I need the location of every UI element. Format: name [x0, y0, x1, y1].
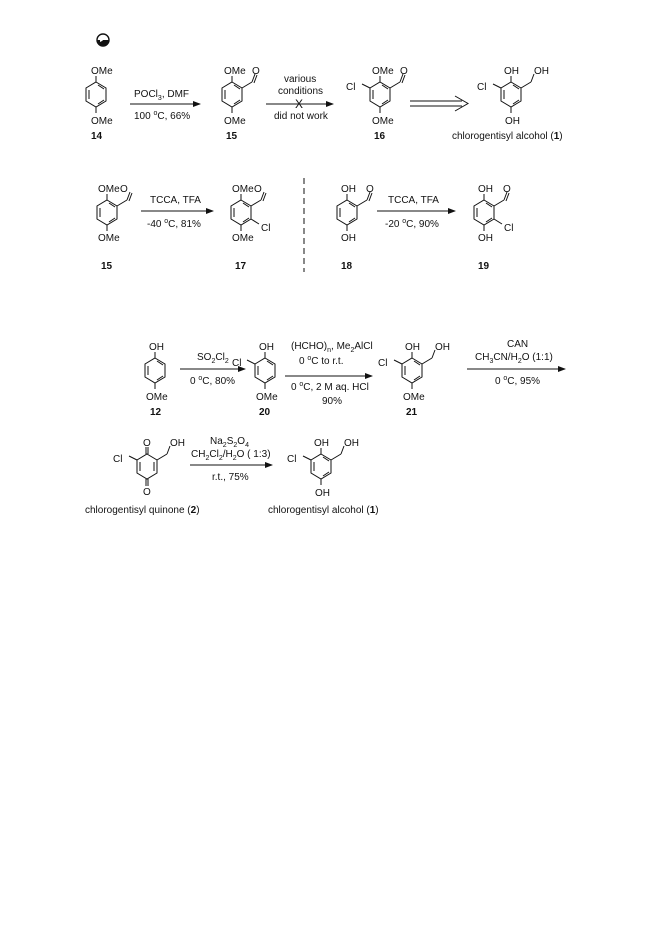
- ome-bottom-15b: OMe: [98, 233, 120, 244]
- ome-12: OMe: [146, 392, 168, 403]
- oh-side-1: OH: [534, 66, 549, 77]
- oh-side-21: OH: [435, 342, 450, 353]
- compound-20: [232, 342, 278, 418]
- compound-label-1: chlorogentisyl alcohol (1): [452, 131, 563, 142]
- o-top-2: O: [143, 438, 151, 449]
- reaction-arrow-hydroxymethylation: [285, 341, 373, 407]
- ome-bottom-17: OMe: [232, 233, 254, 244]
- compound-1-bottom: [268, 438, 379, 516]
- oh-bottom-19: OH: [478, 233, 493, 244]
- compound-14: [86, 66, 113, 142]
- compound-label-15b: 15: [101, 261, 113, 272]
- compound-2-quinone: [85, 438, 200, 516]
- solvent-ch2cl2-h2o: $CH_2Cl_2/H_2O$ ( 1:3): [191, 449, 271, 462]
- condition-2m-hcl: 0 $^o$C, 2 M aq. HCl: [291, 381, 369, 393]
- condition-minus20c: -20 $^o$C, 90%: [385, 218, 439, 230]
- reagent-tcca-2: TCCA, TFA: [388, 195, 439, 206]
- multi-step-arrow: [410, 96, 468, 111]
- cl-20: Cl: [232, 358, 242, 369]
- reaction-arrow-tcca-20: [377, 195, 455, 230]
- compound-label-20: 20: [259, 407, 271, 418]
- cl-2: Cl: [113, 454, 123, 465]
- aldehyde-o-15b: O: [120, 184, 128, 195]
- reagent-na2s2o4: $Na_2S_2O_4$: [210, 436, 249, 449]
- condition-0c-to-rt: 0 $^o$C to r.t.: [299, 355, 344, 367]
- reagent-tcca-1: TCCA, TFA: [150, 195, 201, 206]
- oh-top-21: OH: [405, 342, 420, 353]
- ome-top-17: OMe: [232, 184, 254, 195]
- aldehyde-o-16: O: [400, 66, 408, 77]
- ome-top-15b: OMe: [98, 184, 120, 195]
- condition-rt-75: r.t., 75%: [212, 472, 249, 483]
- reagent-hcho: $(HCHO)_n$, $Me_2AlCl$: [291, 341, 373, 354]
- reaction-arrow-pocl3: [130, 89, 200, 122]
- reaction-arrow-can: [467, 339, 565, 387]
- oh-top-1: OH: [504, 66, 519, 77]
- compound-label-19: 19: [478, 261, 490, 272]
- crossref-check-icon[interactable]: [97, 34, 109, 46]
- reagent-pocl3: POCl$_3$, DMF: [134, 89, 190, 102]
- cl-17: Cl: [261, 223, 271, 234]
- cl-21: Cl: [378, 358, 388, 369]
- compound-label-16: 16: [374, 131, 386, 142]
- aldehyde-o-17: O: [254, 184, 262, 195]
- compound-label-21: 21: [406, 407, 418, 418]
- condition-0c-80: 0 $^o$C, 80%: [190, 375, 236, 387]
- aldehyde-o-15: O: [252, 66, 260, 77]
- aldehyde-o-19: O: [503, 184, 511, 195]
- ome-20: OMe: [256, 392, 278, 403]
- cl-1: Cl: [477, 82, 487, 93]
- various-label: various: [284, 74, 317, 85]
- compound-1-top: [452, 66, 563, 142]
- compound-label-12: 12: [150, 407, 162, 418]
- ome-top-16: OMe: [372, 66, 394, 77]
- ome-bottom-16: OMe: [372, 116, 394, 127]
- compound-12: [145, 342, 168, 418]
- solvent-ch3cn-h2o: $CH_3CN/H_2O$ (1:1): [475, 352, 553, 365]
- did-not-work-label: did not work: [274, 111, 328, 122]
- compound-label-2: chlorogentisyl quinone (2): [85, 505, 200, 516]
- ome-bottom-14: OMe: [91, 116, 113, 127]
- ome-top-15: OMe: [224, 66, 246, 77]
- oh-bottom-1: OH: [505, 116, 520, 127]
- oh-2: OH: [170, 438, 185, 449]
- compound-label-15: 15: [226, 131, 238, 142]
- compound-18: [337, 184, 374, 272]
- compound-label-1b: chlorogentisyl alcohol (1): [268, 505, 379, 516]
- compound-17: [231, 184, 270, 272]
- reaction-arrow-tcca-40: [141, 195, 213, 230]
- reagent-can: CAN: [507, 339, 529, 350]
- yield-90: 90%: [322, 396, 343, 407]
- compound-label-17: 17: [235, 261, 247, 272]
- reaction-arrow-failed: [266, 74, 333, 122]
- compound-15-mid: [97, 184, 132, 272]
- compound-label-14: 14: [91, 131, 103, 142]
- oh-top-1b: OH: [314, 438, 329, 449]
- condition-0c-95: 0 $^o$C, 95%: [495, 375, 541, 387]
- oh-12: OH: [149, 342, 164, 353]
- compound-label-18: 18: [341, 261, 353, 272]
- oh-side-1b: OH: [344, 438, 359, 449]
- condition-minus40c: -40 $^o$C, 81%: [147, 218, 201, 230]
- compound-19: [474, 184, 513, 272]
- aldehyde-o-18: O: [366, 184, 374, 195]
- oh-bottom-1b: OH: [315, 488, 330, 499]
- reaction-arrow-dithionite: [190, 436, 272, 483]
- oh-top-19: OH: [478, 184, 493, 195]
- compound-15-top: [222, 66, 260, 142]
- condition-100c: 100 $^o$C, 66%: [134, 110, 191, 122]
- oh-bottom-18: OH: [341, 233, 356, 244]
- oh-20: OH: [259, 342, 274, 353]
- compound-16: [346, 66, 408, 142]
- ome-bottom-15: OMe: [224, 116, 246, 127]
- oh-top-18: OH: [341, 184, 356, 195]
- compound-21: [378, 342, 450, 418]
- o-bottom-2: O: [143, 487, 151, 498]
- ome-top-14: OMe: [91, 66, 113, 77]
- ome-21: OMe: [403, 392, 425, 403]
- conditions-label: conditions: [278, 86, 324, 97]
- cross-mark: X: [295, 97, 304, 111]
- cl-1b: Cl: [287, 454, 297, 465]
- cl-19: Cl: [504, 223, 514, 234]
- cl-16: Cl: [346, 82, 356, 93]
- reagent-so2cl2: $SO_2Cl_2$: [197, 352, 229, 365]
